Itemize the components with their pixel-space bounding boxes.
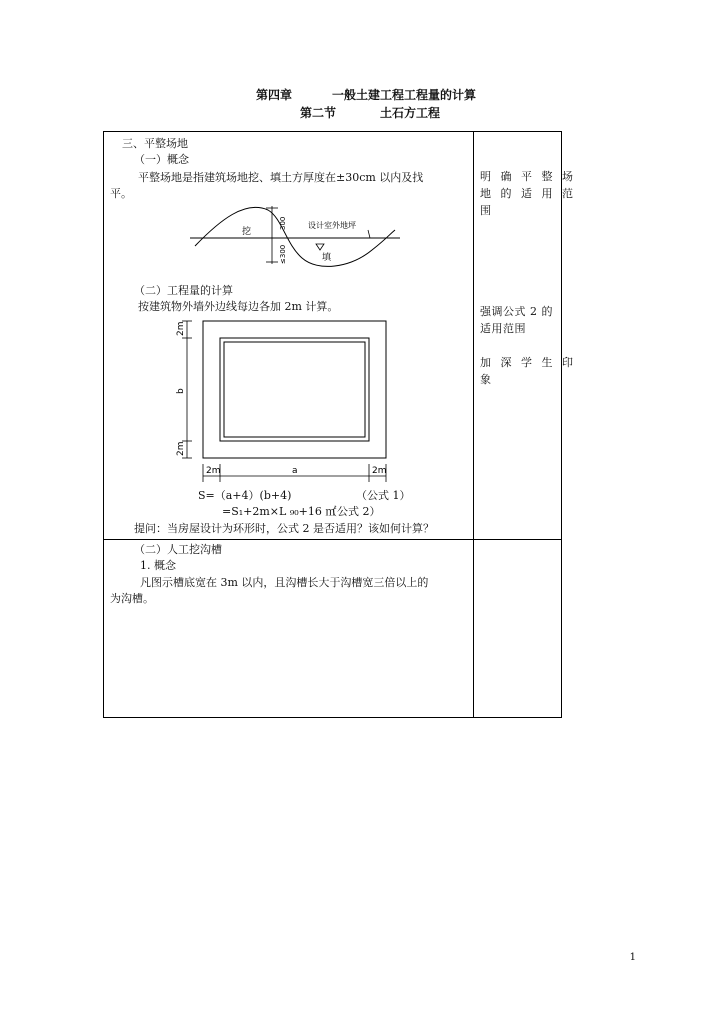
formula-1-tag: （公式 1） (356, 489, 411, 502)
formula-2: =S₁+2m×L ₉₀+16 ㎡ (222, 505, 337, 518)
dim-right-2m: 2m (372, 466, 387, 476)
subheading-trench: （二）人工挖沟槽 (134, 543, 222, 556)
section-heading-pingzheng: 三、平整场地 (122, 137, 188, 150)
label-design-ground: 设计室外地坪 (308, 221, 356, 230)
dim-left-2m: 2m (206, 466, 221, 476)
dim-bottom-2m: 2m (176, 441, 186, 456)
subheading-calculation: （二）工程量的计算 (134, 284, 233, 297)
building-inner-wall (224, 342, 365, 437)
chapter-title: 一般土建工程工程量的计算 (332, 88, 477, 102)
site-leveling-diagram (190, 200, 410, 272)
subheading-concept: （一）概念 (134, 153, 189, 166)
paragraph-line: 凡图示槽底宽在 3m 以内，且沟槽长大于沟槽宽三倍以上的 (140, 576, 429, 589)
side-note-scope: 明 确 平 整 场 地 的 适 用 范 围 (480, 170, 576, 217)
paragraph-line: 平整场地是指建筑场地挖、填土方厚度在±30cm 以内及找 (138, 171, 424, 184)
page-number: 1 (629, 952, 636, 963)
label-dig: 挖 (242, 227, 252, 237)
label-dim-bottom: ≤300 (279, 244, 287, 264)
side-note-impression: 加 深 学 生 印 象 (480, 356, 576, 386)
dim-top-2m: 2m (176, 321, 186, 336)
paragraph-line: 平。 (110, 187, 132, 200)
dim-b: b (176, 388, 186, 394)
chapter-number: 第四章 (256, 88, 293, 102)
label-fill: 填 (322, 253, 332, 263)
section-title: 土石方工程 (380, 106, 441, 120)
natural-ground-curve (195, 207, 395, 266)
question-text: 提问：当房屋设计为环形时，公式 2 是否适用？该如何计算？ (134, 522, 434, 535)
paragraph-line: 为沟槽。 (110, 592, 154, 605)
item-concept: 1. 概念 (140, 559, 176, 572)
dim-a: a (292, 466, 298, 476)
formula-1: S=（a+4）(b+4) (198, 489, 292, 502)
elevation-marker-icon (316, 244, 324, 250)
side-note-formula2: 强调公式 2 的 适用范围 (480, 305, 553, 335)
paragraph-line: 按建筑物外墙外边线每边各加 2m 计算。 (138, 300, 339, 313)
building-offset-diagram (165, 316, 395, 484)
formula-2-tag: （公式 2） (326, 505, 381, 518)
label-dim-top: 300 (279, 216, 287, 230)
building-outer-wall (220, 338, 369, 441)
section-number: 第二节 (300, 106, 337, 120)
